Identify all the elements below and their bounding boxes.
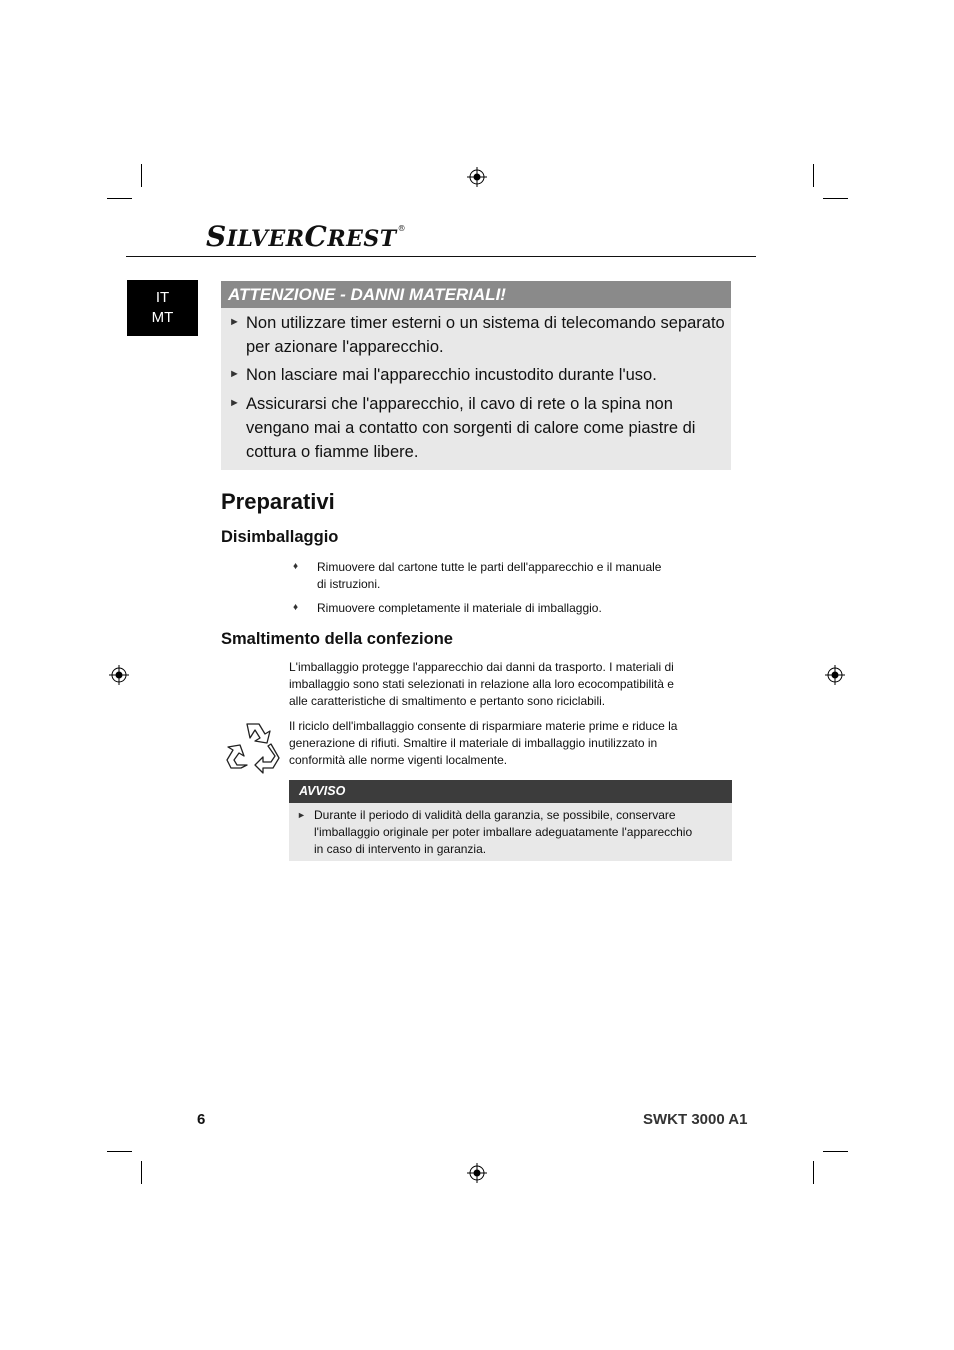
subsection-title: Disimballaggio	[221, 528, 339, 546]
list-item: Rimuovere dal cartone tutte le parti dell'apparecchio e il manuale di istruzioni.	[317, 560, 662, 591]
notice-text: Durante il periodo di validità della garanzia, se possibile, conservare l'imballaggio originale per poter imballare adeguatamente l'apparecchio in caso di intervento in garanzia.	[314, 808, 693, 856]
diamond-bullet-icon: ♦	[293, 561, 299, 572]
warning-item: Non lasciare mai l'apparecchio incustodito durante l'uso.	[246, 366, 657, 384]
brand-logo: SILVERCREST®	[206, 220, 407, 253]
diamond-bullet-icon: ♦	[293, 602, 299, 613]
header-divider	[126, 256, 756, 257]
registration-mark-icon	[467, 1163, 487, 1183]
recycling-icon	[225, 718, 285, 774]
crop-mark	[813, 164, 814, 187]
model-number: SWKT 3000 A1	[643, 1111, 748, 1128]
language-tab	[127, 280, 198, 336]
warning-title: ATTENZIONE - DANNI MATERIALI!	[221, 281, 731, 308]
language-code: MT	[151, 309, 174, 326]
registration-mark-icon	[825, 665, 845, 685]
crop-mark	[141, 1161, 142, 1184]
arrow-bullet-icon: ►	[229, 368, 240, 380]
page-number: 6	[197, 1111, 206, 1128]
arrow-bullet-icon: ►	[229, 316, 240, 328]
warning-item: Non utilizzare timer esterni o un sistema di telecomando separato per azionare l'apparecchio.	[246, 314, 725, 356]
crop-mark	[107, 1151, 132, 1152]
registration-mark-icon	[467, 167, 487, 187]
crop-mark	[823, 198, 848, 199]
warning-item: Assicurarsi che l'apparecchio, il cavo di rete o la spina non vengano mai a contatto con sorgenti di calore come piastre di cottura o fiamme libere.	[246, 395, 696, 461]
section-title: Preparativi	[221, 489, 335, 514]
arrow-bullet-icon: ►	[229, 397, 240, 409]
notice-box	[289, 780, 732, 861]
arrow-bullet-icon: ►	[297, 810, 306, 820]
warning-box	[221, 281, 731, 470]
language-code: IT	[155, 289, 170, 306]
list-item: Rimuovere completamente il materiale di imballaggio.	[317, 601, 602, 615]
crop-mark	[141, 164, 142, 187]
paragraph: Il riciclo dell'imballaggio consente di risparmiare materie prime e riduce la generazione di rifiuti. Smaltire il materiale di imballaggio inutilizzato in conformità alle norme vigenti localmente.	[289, 719, 678, 767]
crop-mark	[823, 1151, 848, 1152]
notice-title: AVVISO	[289, 780, 732, 803]
crop-mark	[107, 198, 132, 199]
crop-mark	[813, 1161, 814, 1184]
paragraph: L'imballaggio protegge l'apparecchio dai danni da trasporto. I materiali di imballaggio sono stati selezionati in relazione alla loro ecocompatibilità e alle caratteristiche di smaltimento e pertanto sono riciclabili.	[289, 660, 674, 708]
registration-mark-icon	[109, 665, 129, 685]
subsection-title: Smaltimento della confezione	[221, 630, 453, 648]
